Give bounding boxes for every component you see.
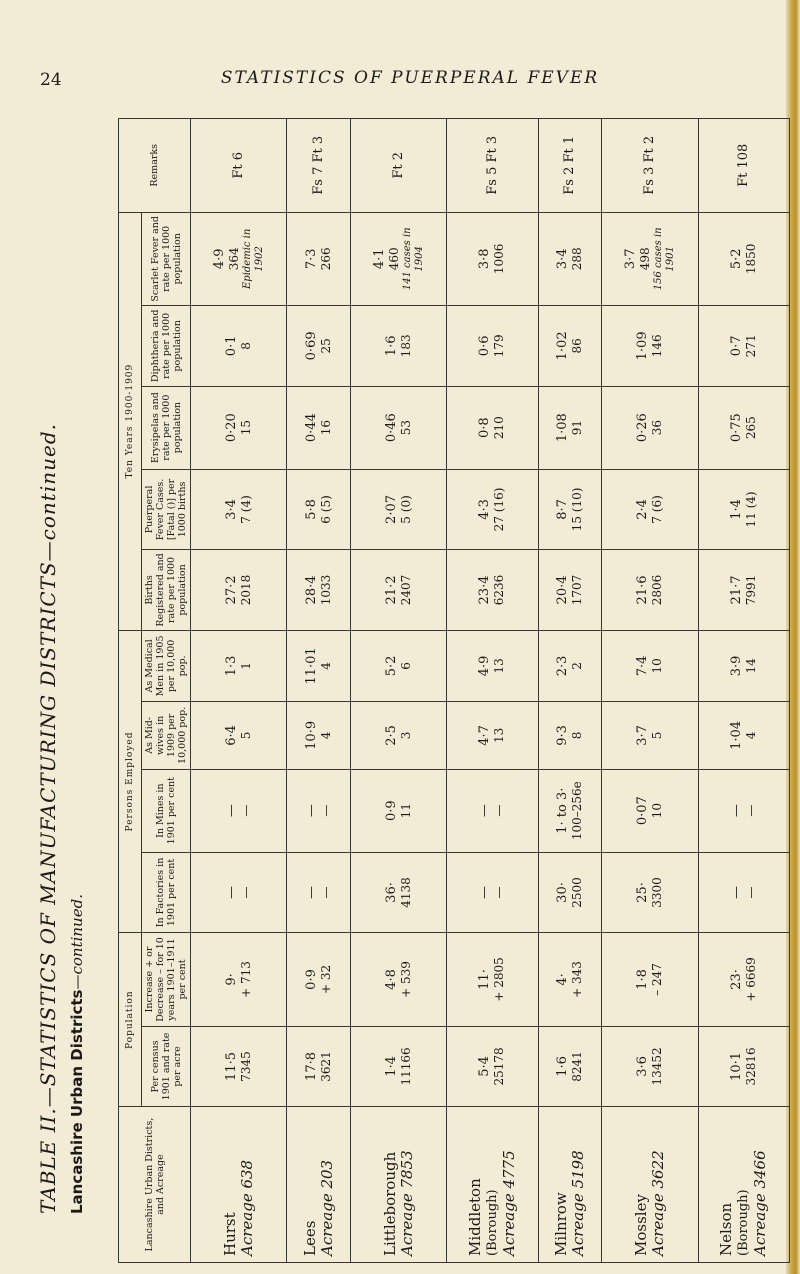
midwives-cell: 10·9 4	[287, 702, 351, 770]
increase-cell: 23· + 6669	[698, 933, 789, 1026]
medical-cell: 11·01 4	[287, 630, 351, 701]
medical-cell: 7·4 10	[602, 630, 698, 701]
midwives-cell: 3·7 5	[602, 702, 698, 770]
mines-cell: — —	[447, 769, 538, 852]
medical-cell: 1·3 1	[191, 630, 287, 701]
district-cell: Milnrow Acreage 5198	[538, 1107, 602, 1263]
remarks-header: Remarks	[119, 119, 191, 213]
census-cell: 17·8 3621	[287, 1026, 351, 1107]
remarks-cell: Ft 2	[350, 119, 446, 213]
erysipelas-cell: 0·44 16	[287, 386, 351, 469]
erysipelas-cell: 0·26 36	[602, 386, 698, 469]
remarks-cell: Fs 5 Ft 3	[447, 119, 538, 213]
remarks-cell: Ft 6	[191, 119, 287, 213]
census-cell: 3·6 13452	[602, 1026, 698, 1107]
factories-cell: — —	[698, 852, 789, 933]
midwives-cell: 1·04 4	[698, 702, 789, 770]
erysipelas-cell: 1·08 91	[538, 386, 602, 469]
factories-header: In Factories in 1901 per cent	[142, 852, 191, 933]
erysipelas-cell: 0·8 210	[447, 386, 538, 469]
district-cell: Middleton (Borough) Acreage 4775	[447, 1107, 538, 1263]
table-subtitle-main: Lancashire Urban Districts	[68, 989, 86, 1214]
puerperal-cell: 4·3 27 (16)	[447, 469, 538, 550]
mines-cell: — —	[698, 769, 789, 852]
remarks-cell: Fs 2 Ft 1	[538, 119, 602, 213]
census-cell: 11·5 7345	[191, 1026, 287, 1107]
puerperal-cell: 2·4 7 (6)	[602, 469, 698, 550]
increase-cell: 0·9 + 32	[287, 933, 351, 1026]
diphtheria-cell: 0·7 271	[698, 306, 789, 387]
mines-cell: 0·07 10	[602, 769, 698, 852]
table-subtitle	[68, 894, 86, 1214]
table-row	[287, 119, 351, 1263]
remarks-cell: Ft 108	[698, 119, 789, 213]
medical-header: As Medical Men in 1905 per 10,000 pop.	[142, 630, 191, 701]
mines-header: In Mines in 1901 per cent	[142, 769, 191, 852]
running-head: STATISTICS OF PUERPERAL FEVER	[220, 68, 600, 88]
births-cell: 21·6 2806	[602, 550, 698, 631]
medical-cell: 3·9 14	[698, 630, 789, 701]
mines-cell: 0·9 11	[350, 769, 446, 852]
increase-header: Increase + or Decrease – for 10 years 1901–1911 per cent	[142, 933, 191, 1026]
puerperal-cell: 3·4 7 (4)	[191, 469, 287, 550]
factories-cell: — —	[191, 852, 287, 933]
erysipelas-header: Erysipelas and rate per 1000 population	[142, 386, 191, 469]
births-cell: 23·4 6236	[447, 550, 538, 631]
diphtheria-cell: 0·6 179	[447, 306, 538, 387]
population-group-header: Population	[119, 933, 142, 1107]
table-row	[191, 119, 287, 1263]
table-title	[36, 114, 60, 1214]
puerperal-cell: 5·8 6 (5)	[287, 469, 351, 550]
census-cell: 1·6 8241	[538, 1026, 602, 1107]
increase-cell: 9· + 713	[191, 933, 287, 1026]
scarlet-cell: 4·1 460 141 cases in 1904	[350, 212, 446, 306]
table-row	[698, 119, 789, 1263]
ten-years-group-header: Ten Years 1900-1909	[119, 212, 142, 630]
medical-cell: 2·3 2	[538, 630, 602, 701]
persons-employed-group-header: Persons Employed	[119, 630, 142, 933]
district-cell: Hurst Acreage 638	[191, 1107, 287, 1263]
district-cell: Lees Acreage 203	[287, 1107, 351, 1263]
scarlet-cell: 5·2 1850	[698, 212, 789, 306]
midwives-cell: 2·5 3	[350, 702, 446, 770]
remarks-cell: Fs 3 Ft 2	[602, 119, 698, 213]
table-row	[602, 119, 698, 1263]
table-title-text: TABLE II.—STATISTICS OF MANUFACTURING DISTRICTS—continued.	[36, 423, 60, 1214]
diphtheria-cell: 1·09 146	[602, 306, 698, 387]
diphtheria-cell: 1·02 86	[538, 306, 602, 387]
table-subtitle-cont: —continued.	[68, 894, 86, 990]
puerperal-cell: 8·7 15 (10)	[538, 469, 602, 550]
factories-cell: 36· 4138	[350, 852, 446, 933]
district-cell: Mossley Acreage 3622	[602, 1107, 698, 1263]
increase-cell: 4·8 + 539	[350, 933, 446, 1026]
diphtheria-cell: 0·69 25	[287, 306, 351, 387]
births-cell: 21·7 7991	[698, 550, 789, 631]
factories-cell: — —	[447, 852, 538, 933]
mines-cell: — —	[191, 769, 287, 852]
scarlet-cell: 4·9 364 Epidemic in 1902	[191, 212, 287, 306]
midwives-cell: 6·4 5	[191, 702, 287, 770]
births-cell: 20·4 1707	[538, 550, 602, 631]
increase-cell: 11· + 2805	[447, 933, 538, 1026]
statistics-table-wrap	[118, 118, 790, 1263]
table-row	[447, 119, 538, 1263]
increase-cell: 4· + 343	[538, 933, 602, 1026]
table-row	[538, 119, 602, 1263]
remarks-cell: Fs 7 Ft 3	[287, 119, 351, 213]
medical-cell: 4·9 13	[447, 630, 538, 701]
scarlet-cell: 3·8 1006	[447, 212, 538, 306]
factories-cell: 30· 2500	[538, 852, 602, 933]
district-header: Lancashire Urban Districts, and Acreage	[119, 1107, 191, 1263]
scarlet-header: Scarlet Fever and rate per 1000 population	[142, 212, 191, 306]
births-cell: 28·4 1033	[287, 550, 351, 631]
statistics-table	[118, 118, 790, 1263]
puerperal-cell: 1·4 11 (4)	[698, 469, 789, 550]
births-cell: 21·2 2407	[350, 550, 446, 631]
factories-cell: 25· 3300	[602, 852, 698, 933]
scarlet-cell: 7·3 266	[287, 212, 351, 306]
mines-cell: 1· to 3· 100–256e	[538, 769, 602, 852]
births-header: Births Registered and rate per 1000 population	[142, 550, 191, 631]
scarlet-cell: 3·4 288	[538, 212, 602, 306]
erysipelas-cell: 0·46 53	[350, 386, 446, 469]
midwives-header: As Mid-wives in 1909 per 10,000 pop.	[142, 702, 191, 770]
census-cell: 1·4 11166	[350, 1026, 446, 1107]
scarlet-cell: 3·7 498 156 cases in 1901	[602, 212, 698, 306]
increase-cell: 1·8 – 247	[602, 933, 698, 1026]
puerperal-header: Puerperal Fever Cases. [Fatal ()] per 1000 births	[142, 469, 191, 550]
erysipelas-cell: 0·20 15	[191, 386, 287, 469]
census-cell: 5·4 25178	[447, 1026, 538, 1107]
mines-cell: — —	[287, 769, 351, 852]
census-cell: 10·1 32816	[698, 1026, 789, 1107]
district-cell: Nelson (Borough) Acreage 3466	[698, 1107, 789, 1263]
puerperal-cell: 2·07 5 (0)	[350, 469, 446, 550]
district-cell: Littleborough Acreage 7853	[350, 1107, 446, 1263]
births-cell: 27·2 2018	[191, 550, 287, 631]
factories-cell: — —	[287, 852, 351, 933]
census-header: Per census 1901 and rate per acre	[142, 1026, 191, 1107]
diphtheria-cell: 1·6 183	[350, 306, 446, 387]
diphtheria-header: Diphtheria and rate per 1000 population	[142, 306, 191, 387]
table-row	[350, 119, 446, 1263]
diphtheria-cell: 0·1 8	[191, 306, 287, 387]
medical-cell: 5·2 6	[350, 630, 446, 701]
midwives-cell: 4·7 13	[447, 702, 538, 770]
erysipelas-cell: 0·75 265	[698, 386, 789, 469]
midwives-cell: 9·3 8	[538, 702, 602, 770]
page-number: 24	[40, 70, 62, 90]
